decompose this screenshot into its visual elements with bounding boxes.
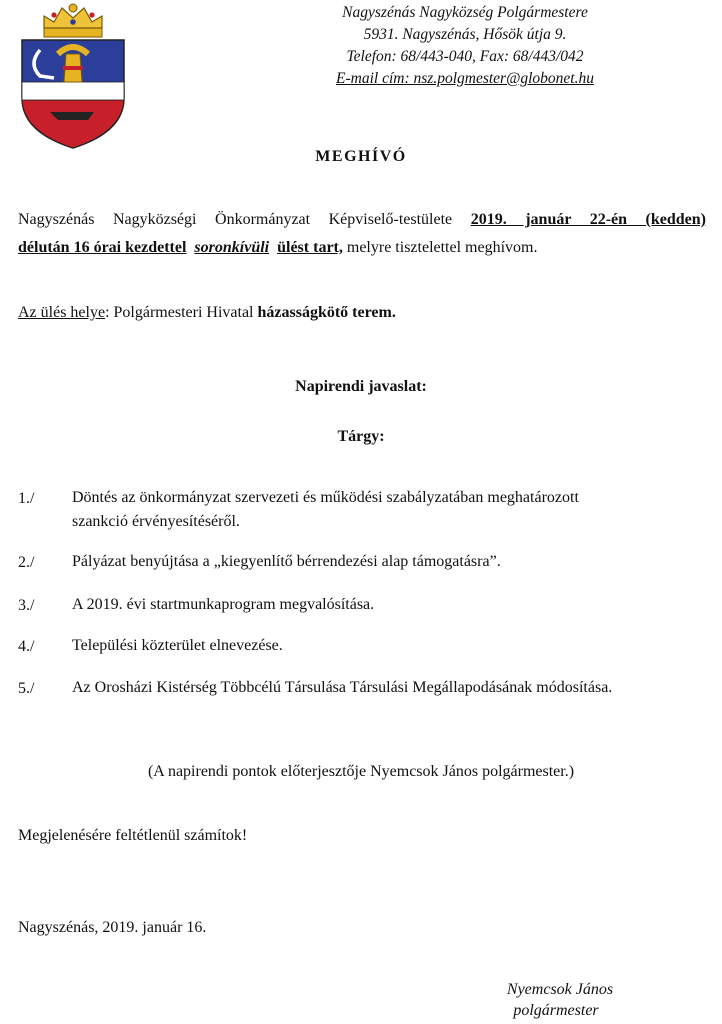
crown-icon	[44, 4, 102, 37]
location-place: Polgármesteri Hivatal	[113, 304, 254, 321]
intro-line-2	[18, 234, 706, 262]
meeting-type: soronkívüli	[194, 239, 270, 256]
agenda-item-text: Pályázat benyújtása a „kiegyenlítő bérrendezési alap támogatásra”.	[72, 553, 501, 570]
intro-paragraph	[18, 206, 706, 262]
intro-body-text: Nagyszénás Nagyközségi Önkormányzat Képviselő-testülete	[18, 211, 453, 228]
presenter-note: (A napirendi pontok előterjesztője Nyemcsok János polgármester.)	[147, 763, 575, 780]
location-label: Az ülés helye	[18, 304, 106, 321]
agenda-item-text-cont: szankció érvényesítéséről.	[72, 513, 240, 530]
agenda-item-number: 5./	[18, 680, 35, 697]
meeting-time: délután 16 órai kezdettel	[18, 239, 187, 256]
agenda-item-number: 1./	[18, 490, 35, 507]
subject-heading: Tárgy:	[337, 428, 385, 445]
intro-closing-text: melyre tisztelettel meghívom.	[346, 239, 538, 256]
location-room: házasságkötő terem.	[257, 304, 396, 321]
letterhead-address: 5931. Nagyszénás, Hősök útja 9.	[363, 26, 567, 43]
meeting-text: ülést tart,	[277, 239, 343, 256]
meeting-date: 2019. január 22-én (kedden)	[470, 211, 707, 228]
place-and-date: Nagyszénás, 2019. január 16.	[18, 919, 207, 936]
agenda-item	[72, 486, 712, 534]
intro-line-1	[18, 206, 706, 234]
agenda-item-text: A 2019. évi startmunkaprogram megvalósítása.	[72, 596, 375, 613]
agenda-item-number: 4./	[18, 638, 35, 655]
signature-title: polgármester	[513, 1002, 599, 1019]
closing-sentence: Megjelenésére feltétlenül számítok!	[18, 827, 248, 844]
document-title: MEGHÍVÓ	[315, 148, 407, 165]
agenda-item-text: Döntés az önkormányzat szervezeti és működési szabályzatában meghatározott	[72, 489, 579, 506]
agenda-item-number: 3./	[18, 597, 35, 614]
letterhead-org: Nagyszénás Nagyközség Polgármestere	[342, 4, 588, 21]
agenda-heading: Napirendi javaslat:	[295, 378, 427, 395]
meeting-location: Az ülés helye: Polgármesteri Hivatal házasságkötő terem.	[18, 304, 396, 321]
agenda-item-text: Települési közterület elnevezése.	[72, 637, 283, 654]
coat-of-arms-icon	[14, 2, 132, 150]
agenda-item-text: Az Orosházi Kistérség Többcélú Társulása Társulási Megállapodásának módosítása.	[72, 679, 613, 696]
letterhead	[250, 2, 680, 90]
agenda-item-number: 2./	[18, 554, 35, 571]
letterhead-phone: Telefon: 68/443-040, Fax: 68/443/042	[346, 48, 584, 65]
letterhead-email[interactable]: E-mail cím: nsz.polgmester@globonet.hu	[336, 70, 594, 87]
signature-name: Nyemcsok János	[506, 981, 614, 998]
